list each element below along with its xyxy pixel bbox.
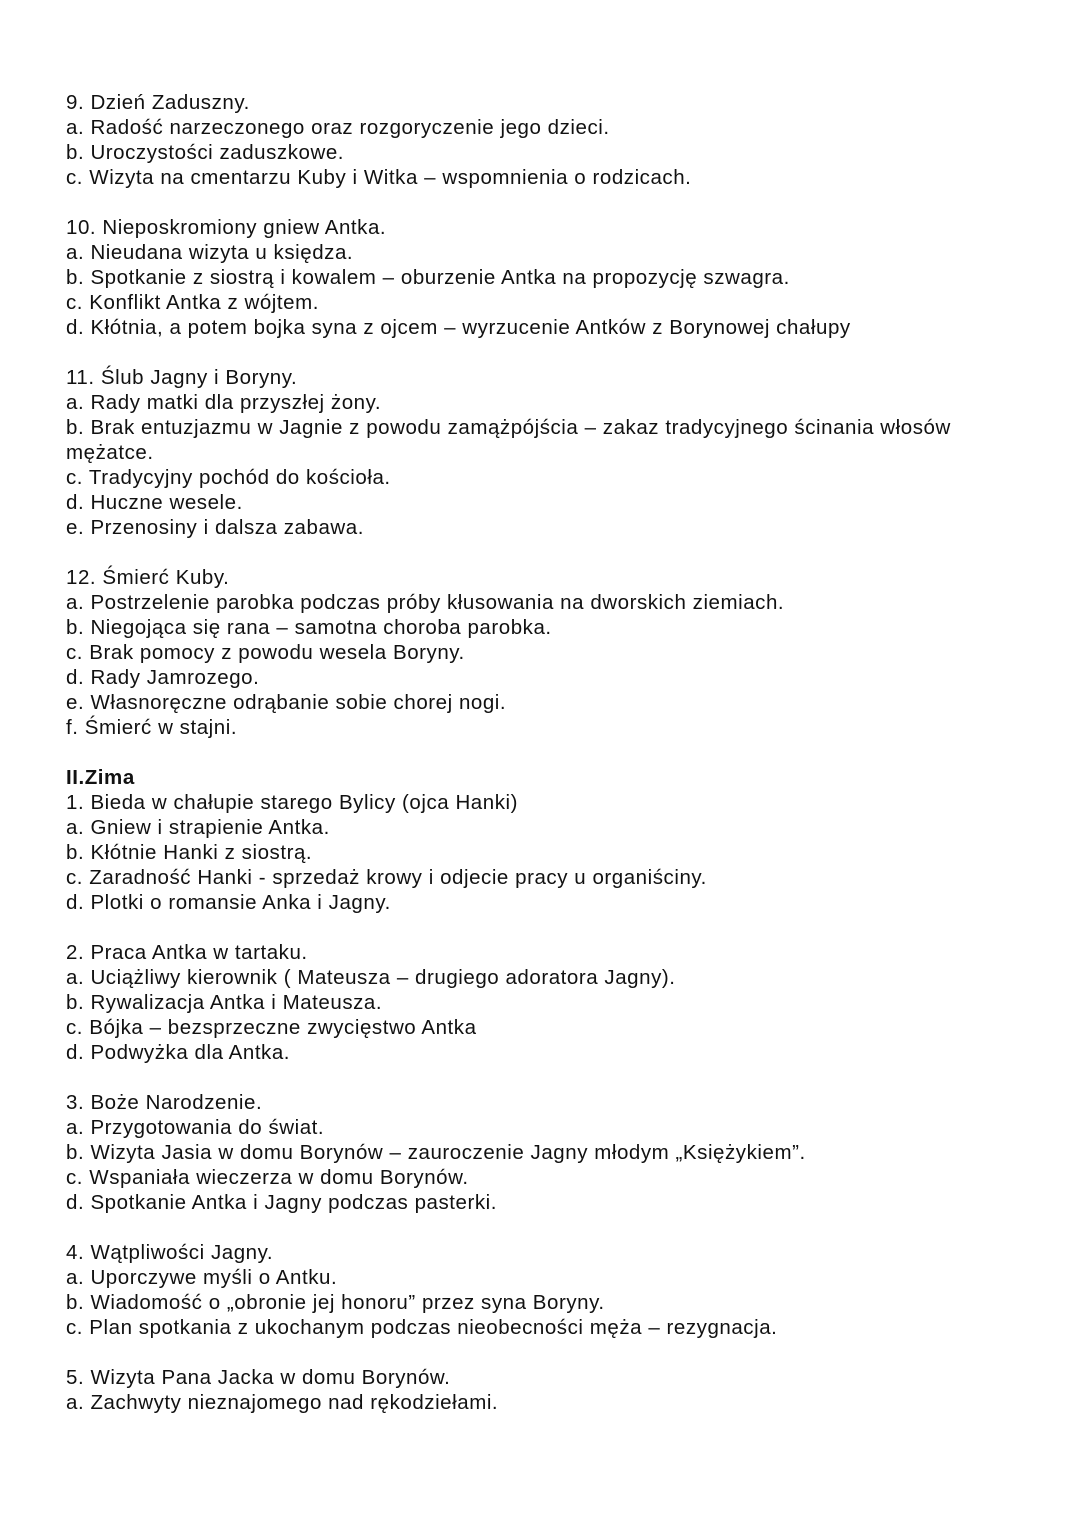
section-title: 11. Ślub Jagny i Boryny. [66, 366, 298, 389]
part-heading: II.Zima [66, 766, 135, 789]
list-item: d. Podwyżka dla Antka. [66, 1041, 291, 1064]
list-item: c. Wspaniała wieczerza w domu Borynów. [66, 1166, 469, 1189]
list-item: c. Zaradność Hanki - sprzedaż krowy i odjecie pracy u organiściny. [66, 866, 707, 889]
list-item: b. Uroczystości zaduszkowe. [66, 141, 345, 164]
list-item: a. Postrzelenie parobka podczas próby kłusowania na dworskich ziemiach. [66, 591, 785, 614]
list-item: c. Bójka – bezsprzeczne zwycięstwo Antka [66, 1016, 477, 1039]
list-item: e. Własnoręczne odrąbanie sobie chorej nogi. [66, 691, 507, 714]
list-item: d. Kłótnia, a potem bojka syna z ojcem – wyrzucenie Antków z Borynowej chałupy [66, 316, 851, 339]
list-item: a. Zachwyty nieznajomego nad rękodziełami. [66, 1391, 499, 1414]
list-item: a. Rady matki dla przyszłej żony. [66, 391, 382, 414]
section-zima-5 [66, 1365, 1026, 1415]
section-9 [66, 90, 1026, 190]
section-zima-1 [66, 765, 1026, 915]
section-11 [66, 365, 1026, 540]
section-title: 3. Boże Narodzenie. [66, 1091, 263, 1114]
list-item: a. Uciążliwy kierownik ( Mateusza – drugiego adoratora Jagny). [66, 966, 676, 989]
list-item: a. Przygotowania do świat. [66, 1116, 325, 1139]
list-item: d. Rady Jamrozego. [66, 666, 260, 689]
section-zima-3 [66, 1090, 1026, 1215]
list-item: b. Wiadomość o „obronie jej honoru” przez syna Boryny. [66, 1291, 605, 1314]
section-title: 9. Dzień Zaduszny. [66, 91, 250, 114]
list-item: c. Wizyta na cmentarzu Kuby i Witka – wspomnienia o rodzicach. [66, 166, 692, 189]
section-title: 12. Śmierć Kuby. [66, 566, 230, 589]
section-title: 10. Nieposkromiony gniew Antka. [66, 216, 387, 239]
list-item: d. Plotki o romansie Anka i Jagny. [66, 891, 391, 914]
section-zima-2 [66, 940, 1026, 1065]
section-title: 2. Praca Antka w tartaku. [66, 941, 308, 964]
list-item: d. Huczne wesele. [66, 491, 243, 514]
list-item: b. Niegojąca się rana – samotna choroba parobka. [66, 616, 552, 639]
section-title: 1. Bieda w chałupie starego Bylicy (ojca Hanki) [66, 791, 518, 814]
list-item: d. Spotkanie Antka i Jagny podczas pasterki. [66, 1191, 498, 1214]
section-title: 4. Wątpliwości Jagny. [66, 1241, 274, 1264]
section-10 [66, 215, 1026, 340]
list-item: c. Konflikt Antka z wójtem. [66, 291, 319, 314]
list-item: b. Spotkanie z siostrą i kowalem – oburzenie Antka na propozycję szwagra. [66, 266, 790, 289]
section-zima-4 [66, 1240, 1026, 1340]
list-item: a. Gniew i strapienie Antka. [66, 816, 330, 839]
list-item: b. Kłótnie Hanki z siostrą. [66, 841, 313, 864]
list-item: c. Brak pomocy z powodu wesela Boryny. [66, 641, 465, 664]
list-item: b. Brak entuzjazmu w Jagnie z powodu zamążpójścia – zakaz tradycyjnego ścinania włosów mężatce. [66, 416, 951, 464]
list-item: b. Wizyta Jasia w domu Borynów – zauroczenie Jagny młodym „Księżykiem”. [66, 1141, 806, 1164]
section-12 [66, 565, 1026, 740]
list-item: f. Śmierć w stajni. [66, 716, 238, 739]
list-item: b. Rywalizacja Antka i Mateusza. [66, 991, 383, 1014]
document-page [66, 90, 1026, 1440]
list-item: a. Radość narzeczonego oraz rozgoryczenie jego dzieci. [66, 116, 610, 139]
list-item: c. Tradycyjny pochód do kościoła. [66, 466, 391, 489]
section-title: 5. Wizyta Pana Jacka w domu Borynów. [66, 1366, 451, 1389]
list-item: e. Przenosiny i dalsza zabawa. [66, 516, 364, 539]
list-item: a. Uporczywe myśli o Antku. [66, 1266, 338, 1289]
list-item: a. Nieudana wizyta u księdza. [66, 241, 354, 264]
list-item: c. Plan spotkania z ukochanym podczas nieobecności męża – rezygnacja. [66, 1316, 778, 1339]
